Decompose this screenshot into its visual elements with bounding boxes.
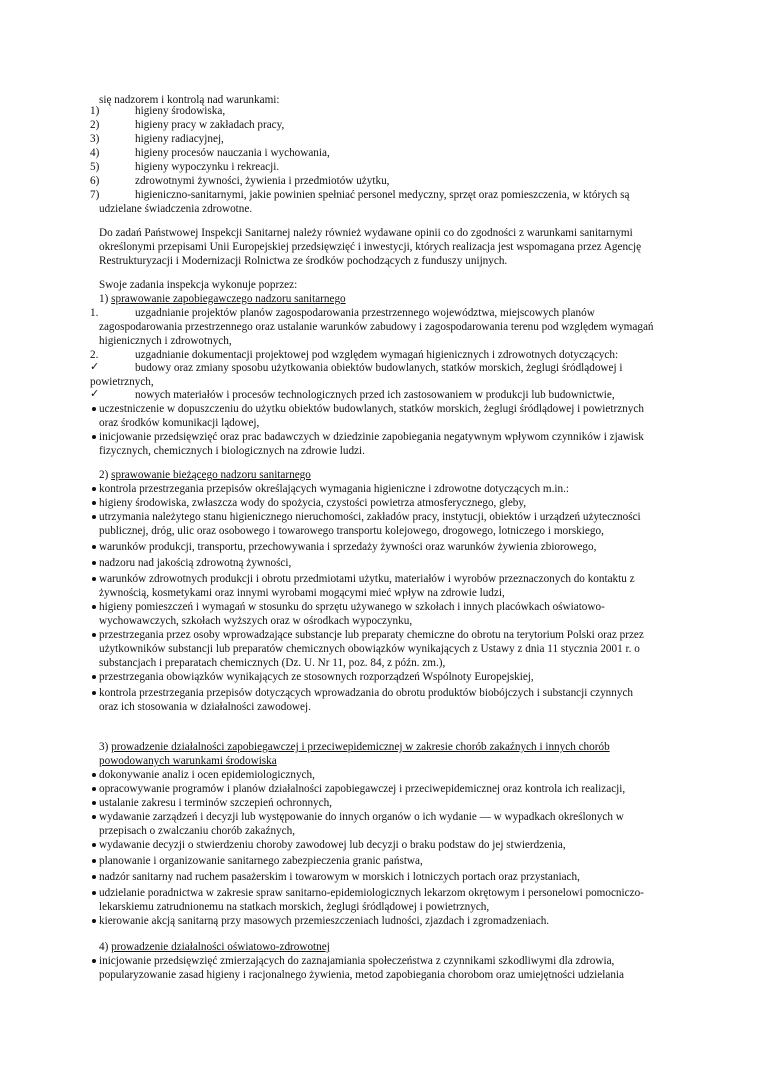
bullet-item-continuation: przepisach o zwalczaniu chorób zakaźnych,: [99, 825, 295, 837]
list-item: zdrowotnymi żywności, żywienia i przedmiotów użytku,: [135, 175, 390, 187]
bullet-icon: [92, 435, 96, 439]
list-number: 1): [90, 105, 100, 117]
section-title-cont: [99, 754, 277, 768]
list-item: uzgadnianie projektów planów zagospodarowania przestrzennego województwa, miejscowych planów: [135, 307, 595, 319]
bullet-item-continuation: oraz środków komunikacji lądowej,: [99, 417, 260, 429]
list-item: higieniczno-sanitarnymi, jakie powinien spełniać personel medyczny, sprzęt oraz pomieszczenia, w których są: [135, 189, 630, 201]
paragraph-line: Do zadań Państwowej Inspekcji Sanitarnej należy również wydawane opinii co do zgodności z warunkami sanitarnymi: [99, 227, 633, 239]
section-title: sprawowanie bieżącego nadzoru sanitarnego: [111, 469, 311, 481]
bullet-item-continuation: popularyzowanie zasad higieny i racjonalnego żywienia, metod zapobiegania chorobom oraz umiejętności udzielania: [99, 969, 624, 981]
list-item: uzgadnianie dokumentacji projektowej pod względem wymagań higienicznych i zdrowotnych dotyczących:: [135, 349, 619, 361]
bullet-item: kontrola przestrzegania przepisów dotyczących wprowadzania do obrotu produktów biobójczych i substancji czynnych: [99, 687, 634, 699]
bullet-icon: [92, 787, 96, 791]
section-heading-3: [99, 740, 610, 754]
bullet-item: opracowywanie programów i planów działalności zapobiegawczej i przeciwepidemicznej oraz kontrola ich realizacji,: [99, 783, 626, 795]
section-lead: Swoje zadania inspekcja wykonuje poprzez:: [99, 279, 298, 291]
list-item-continuation: zagospodarowania przestrzennego oraz ustalanie warunków zabudowy i zagospodarowania terenu pod względem wymagań: [99, 321, 654, 333]
section-number: 2): [99, 469, 109, 481]
section-title: prowadzenie działalności zapobiegawczej i przeciwepidemicznej w zakresie chorób zakaźnych i innych chorób: [111, 741, 610, 753]
bullet-item-continuation: oraz ich stosowania w działalności zawodowej.: [99, 701, 311, 713]
list-number: 3): [90, 133, 100, 145]
bullet-icon: [92, 773, 96, 777]
list-number: 6): [90, 175, 100, 187]
list-item: higieny pracy w zakładach pracy,: [135, 119, 285, 131]
paragraph-line: Restrukturyzacji i Modernizacji Rolnictwa ze środków pochodzących z funduszy unijnych.: [99, 255, 508, 267]
bullet-icon: [92, 487, 96, 491]
section-number: 3): [99, 741, 109, 753]
list-item-continuation: higienicznych i zdrowotnych,: [99, 335, 232, 347]
section-heading-1: [99, 292, 346, 306]
bullet-item-continuation: wychowawczych, szkołach wyższych oraz w ośrodkach wypoczynku,: [99, 615, 413, 627]
bullet-item: inicjowanie przedsięwzięć zmierzających do zaznajamiania społeczeństwa z czynnikami szkodliwymi dla zdrowia,: [99, 955, 615, 967]
section-title-continuation: powodowanych warunkami środowiska: [99, 755, 277, 767]
checkmark-icon: ✓: [90, 387, 100, 400]
check-item-continuation: powietrznych,: [90, 376, 154, 388]
list-number: 7): [90, 189, 100, 201]
list-item-continuation: udzielane świadczenia zdrowotne.: [99, 203, 253, 215]
bullet-item: nadzoru nad jakością zdrowotną żywności,: [99, 557, 292, 569]
bullet-icon: [92, 501, 96, 505]
list-item: higieny środowiska,: [135, 105, 226, 117]
section-title: prowadzenie działalności oświatowo-zdrowotnej: [111, 941, 330, 953]
intro-line: się nadzorem i kontrolą nad warunkami:: [99, 94, 280, 106]
bullet-item: wydawanie zarządzeń i decyzji lub występowanie do innych organów o ich wydanie — w wypadkach określonych w: [99, 811, 624, 823]
list-item: higieny wypoczynku i rekreacji.: [135, 161, 280, 173]
bullet-item: ustalanie zakresu i terminów szczepień ochronnych,: [99, 797, 332, 809]
bullet-item: nadzór sanitarny nad ruchem pasażerskim i towarowym w morskich i lotniczych portach oraz przystaniach,: [99, 871, 580, 883]
bullet-icon: [92, 691, 96, 695]
bullet-item-continuation: substancjach i preparatach chemicznych (Dz. U. Nr 11, poz. 84, z późn. zm.),: [99, 657, 446, 669]
paragraph-line: określonymi przepisami Unii Europejskiej przedsięwzięć i inwestycji, których realizacja jest wspomagana przez Agencję: [99, 241, 642, 253]
bullet-item-continuation: żywnością, kosmetykami oraz innymi wyrobami mogącymi mieć wpływ na zdrowie ludzi,: [99, 587, 505, 599]
section-number: 4): [99, 941, 109, 953]
bullet-item: przestrzegania obowiązków wynikających ze stosownych rozporządzeń Wspólnoty Europejskiej,: [99, 671, 534, 683]
bullet-item: udzielanie poradnictwa w zakresie spraw sanitarno-epidemiologicznych lekarzom okrętowym i personelowi pomocniczo-: [99, 887, 644, 899]
bullet-item: inicjowanie przedsięwzięć oraz prac badawczych w dziedzinie zapobiegania negatywnym wpływom czynników i zjawisk: [99, 431, 644, 443]
list-item: higieny procesów nauczania i wychowania,: [135, 147, 330, 159]
bullet-item: kierowanie akcją sanitarną przy masowych przemieszczeniach ludności, zjazdach i zgromadzeniach.: [99, 915, 550, 927]
section-number: 1): [99, 293, 109, 305]
bullet-icon: [92, 891, 96, 895]
bullet-icon: [92, 515, 96, 519]
section-heading-4: [99, 940, 330, 954]
bullet-item: kontrola przestrzegania przepisów określających wymagania higieniczne i zdrowotne dotyczących m.in.:: [99, 483, 569, 495]
bullet-item-continuation: lekarskiemu zatrudnionemu na statkach morskich, żeglugi śródlądowej i powietrznych,: [99, 901, 490, 913]
list-item: higieny radiacyjnej,: [135, 133, 224, 145]
bullet-item: przestrzegania przez osoby wprowadzające substancje lub preparaty chemiczne do obrotu na terytorium Polski oraz przez: [99, 629, 644, 641]
bullet-item: uczestniczenie w dopuszczeniu do użytku obiektów budowlanych, statków morskich, żeglugi śródlądowej i powietrznych: [99, 403, 644, 415]
bullet-icon: [92, 561, 96, 565]
section-title: sprawowanie zapobiegawczego nadzoru sanitarnego: [111, 293, 346, 305]
bullet-icon: [92, 801, 96, 805]
bullet-icon: [92, 545, 96, 549]
list-number: 5): [90, 161, 100, 173]
bullet-icon: [92, 577, 96, 581]
bullet-item: dokonywanie analiz i ocen epidemiologicznych,: [99, 769, 315, 781]
check-item: nowych materiałów i procesów technologicznych przed ich zastosowaniem w produkcji lub budownictwie,: [135, 389, 615, 401]
bullet-item: utrzymania należytego stanu higienicznego nieruchomości, zakładów pracy, instytucji, obiektów i urządzeń użyteczności: [99, 511, 641, 523]
bullet-item-continuation: użytkowników substancji lub preparatów chemicznych obowiązków wynikających z Ustawy z dnia 11 stycznia 2001 r. o: [99, 643, 640, 655]
list-number: 2.: [90, 349, 99, 361]
bullet-icon: [92, 859, 96, 863]
bullet-icon: [92, 843, 96, 847]
bullet-item: higieny pomieszczeń i wymagań w stosunku do sprzętu używanego w szkołach i innych placówkach oświatowo-: [99, 601, 605, 613]
bullet-icon: [92, 675, 96, 679]
bullet-icon: [92, 633, 96, 637]
list-number: 2): [90, 119, 100, 131]
bullet-item: higieny środowiska, zwłaszcza wody do spożycia, czystości powietrza atmosferycznego, gleby,: [99, 497, 527, 509]
section-heading-2: [99, 468, 311, 482]
bullet-icon: [92, 919, 96, 923]
bullet-item: warunków zdrowotnych produkcji i obrotu przedmiotami użytku, materiałów i wyrobów przeznaczonych do kontaktu z: [99, 573, 635, 585]
check-item: budowy oraz zmiany sposobu użytkowania obiektów budowlanych, statków morskich, żeglugi śródlądowej i: [135, 362, 623, 374]
bullet-icon: [92, 407, 96, 411]
bullet-item-continuation: fizycznych, chemicznych i biologicznych na zdrowie ludzi.: [99, 445, 365, 457]
bullet-icon: [92, 959, 96, 963]
bullet-item: wydawanie decyzji o stwierdzeniu choroby zawodowej lub decyzji o braku podstaw do jej stwierdzenia,: [99, 839, 566, 851]
list-number: 1.: [90, 307, 99, 319]
bullet-item: warunków produkcji, transportu, przechowywania i sprzedaży żywności oraz warunków żywienia zbiorowego,: [99, 541, 597, 553]
bullet-icon: [92, 815, 96, 819]
bullet-item: planowanie i organizowanie sanitarnego zabezpieczenia granic państwa,: [99, 855, 423, 867]
bullet-icon: [92, 605, 96, 609]
list-number: 4): [90, 147, 100, 159]
bullet-item-continuation: publicznej, dróg, ulic oraz osobowego i towarowego transportu kolejowego, drogowego, lotniczego i morskiego,: [99, 525, 604, 537]
bullet-icon: [92, 875, 96, 879]
checkmark-icon: ✓: [90, 360, 100, 373]
